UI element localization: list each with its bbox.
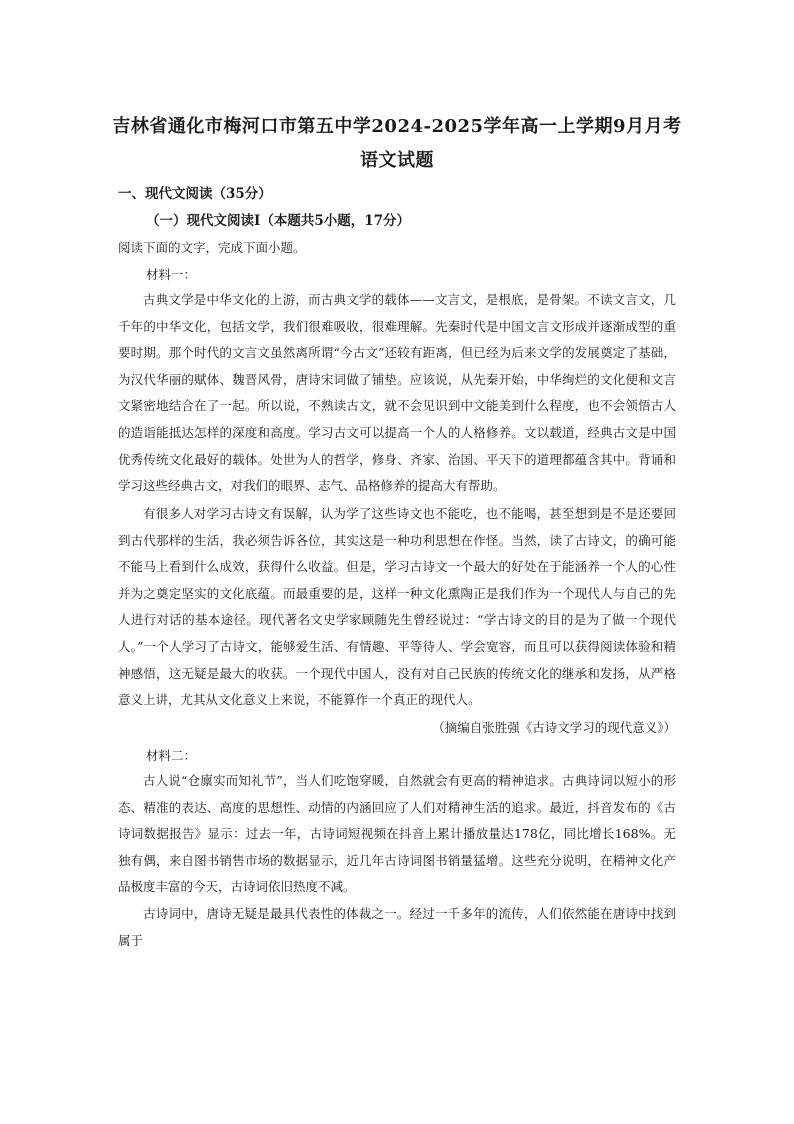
material-1-paragraph: 有很多人对学习古诗文有误解，认为学了这些诗文也不能吃，也不能喝，甚至想到是不是还要回到古代那样的生活，我必须告诉各位，其实这是一种功利思想在作怪。当然，读了古诗文，的确可能不能马上看到什么成效，获得什么收益。但是，学习古诗文一个最大的好处在于能涵养一个人的心性并为之奠定坚实的文化底蕴。而最重要的是，这样一种文化熏陶正是我们作为一个现代人与自己的先人进行对话的基本途径。现代著名文史学家顾随先生曾经说过：“学古诗文的目的是为了做一个现代人。”一个人学习了古诗文，能够爱生活、有情趣、平等待人、学会宽容，而且可以获得阅读体验和精神感悟，这无疑是最大的收获。一个现代中国人，没有对自己民族的传统文化的继承和发扬，从严格意义上讲，尤其从文化意义上来说，不能算作一个真正的现代人。 [118,506,676,708]
material-2-paragraph: 古诗词中，唐诗无疑是最具代表性的体裁之一。经过一千多年的流传，人们依然能在唐诗中找到属于 [118,906,676,948]
reading-instruction: 阅读下面的文字，完成下面小题。 [118,240,306,255]
material-1-source: （摘编自张胜强《古诗文学习的现代意义》） [432,720,676,735]
section-heading: 一、现代文阅读（35分） [118,186,272,202]
material-2-paragraph: 古人说“仓廪实而知礼节”，当人们吃饱穿暖，自然就会有更高的精神追求。古典诗词以短小的形态、精准的表达、高度的思想性、动情的内涵回应了人们对精神生活的追求。最近，抖音发布的《古诗词数据报告》显示：过去一年，古诗词短视频在抖音上累计播放量达178亿，同比增长168%。无独有偶，来自图书销售市场的数据显示，近几年古诗词图书销量猛增。这些充分说明，在精神文化产品极度丰富的今天，古诗词依旧热度不减。 [118,773,676,895]
material-2-label: 材料二： [146,748,197,763]
material-1-paragraph: 古典文学是中华文化的上游，而古典文学的载体——文言文，是根底，是骨架。不读文言文，几千年的中华文化，包括文学，我们很难吸收，很难理解。先秦时代是中国文言文形成并逐渐成型的重要时期。那个时代的文言文虽然离所谓“今古文”还较有距离，但已经为后来文学的发展奠定了基础，为汉代华丽的赋体、魏晋风骨，唐诗宋词做了铺垫。应该说，从先秦开始，中华绚烂的文化便和文言文紧密地结合在了一起。所以说，不熟读古文，就不会见识到中文能美到什么程度，也不会领悟古人的造诣能抵达怎样的深度和高度。学习古文可以提高一个人的人格修养。文以载道，经典古文是中国优秀传统文化最好的载体。处世为人的哲学，修身、齐家、治国、平天下的道理都蕴含其中。背诵和学习这些经典古文，对我们的眼界、志气、品格修养的提高大有帮助。 [118,292,676,494]
subsection-heading: （一）现代文阅读Ⅰ（本题共5小题，17分） [146,213,410,229]
material-1-label: 材料一： [146,267,197,282]
exam-title-line-1: 吉林省通化市梅河口市第五中学2024-2025学年高一上学期9月月考 [112,116,682,137]
exam-title-line-2: 语文试题 [360,150,434,171]
